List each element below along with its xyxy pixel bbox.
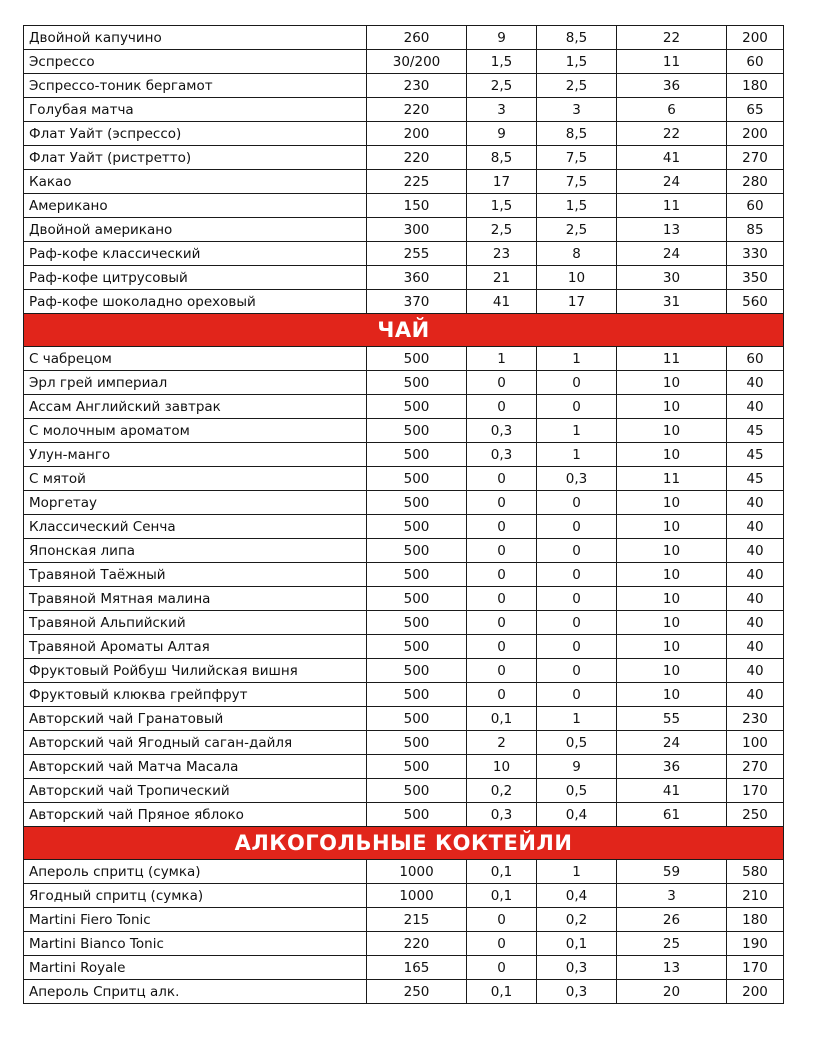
item-name-cell: Японская липа [24, 539, 367, 563]
value-cell: 13 [617, 218, 727, 242]
value-cell: 8,5 [467, 146, 537, 170]
section-header-row [24, 827, 784, 860]
value-cell: 10 [617, 515, 727, 539]
value-cell: 24 [617, 242, 727, 266]
value-cell: 45 [727, 419, 784, 443]
value-cell: 500 [367, 347, 467, 371]
value-cell: 500 [367, 395, 467, 419]
value-cell: 55 [617, 707, 727, 731]
item-name-cell: С чабрецом [24, 347, 367, 371]
item-name-cell: Какао [24, 170, 367, 194]
value-cell: 40 [727, 491, 784, 515]
value-cell: 500 [367, 731, 467, 755]
value-cell: 220 [367, 146, 467, 170]
table-row [24, 122, 784, 146]
value-cell: 7,5 [537, 170, 617, 194]
table-row [24, 611, 784, 635]
item-name-cell: Травяной Альпийский [24, 611, 367, 635]
value-cell: 500 [367, 371, 467, 395]
item-name-cell: Эспрессо [24, 50, 367, 74]
value-cell: 11 [617, 347, 727, 371]
table-row [24, 956, 784, 980]
value-cell: 0,3 [467, 803, 537, 827]
value-cell: 1000 [367, 884, 467, 908]
value-cell: 0,5 [537, 779, 617, 803]
table-row [24, 860, 784, 884]
value-cell: 500 [367, 467, 467, 491]
value-cell: 22 [617, 26, 727, 50]
section-title: ЧАЙ [24, 314, 784, 347]
value-cell: 560 [727, 290, 784, 314]
table-row [24, 290, 784, 314]
item-name-cell: Martini Fiero Tonic [24, 908, 367, 932]
value-cell: 500 [367, 755, 467, 779]
value-cell: 0 [467, 932, 537, 956]
nutrition-table [23, 25, 784, 1004]
value-cell: 40 [727, 395, 784, 419]
value-cell: 350 [727, 266, 784, 290]
value-cell: 165 [367, 956, 467, 980]
value-cell: 220 [367, 932, 467, 956]
value-cell: 10 [617, 443, 727, 467]
value-cell: 10 [617, 587, 727, 611]
value-cell: 0 [467, 611, 537, 635]
value-cell: 20 [617, 980, 727, 1004]
value-cell: 500 [367, 563, 467, 587]
value-cell: 31 [617, 290, 727, 314]
item-name-cell: Эспрессо-тоник бергамот [24, 74, 367, 98]
value-cell: 0 [467, 659, 537, 683]
table-row [24, 803, 784, 827]
value-cell: 180 [727, 74, 784, 98]
value-cell: 24 [617, 170, 727, 194]
value-cell: 0,2 [537, 908, 617, 932]
value-cell: 0 [537, 635, 617, 659]
value-cell: 1 [467, 347, 537, 371]
value-cell: 260 [367, 26, 467, 50]
item-name-cell: Флат Уайт (ристретто) [24, 146, 367, 170]
value-cell: 10 [617, 491, 727, 515]
table-row [24, 659, 784, 683]
value-cell: 0 [467, 587, 537, 611]
value-cell: 0,1 [467, 707, 537, 731]
value-cell: 85 [727, 218, 784, 242]
value-cell: 1 [537, 419, 617, 443]
value-cell: 60 [727, 347, 784, 371]
nutrition-table-body [24, 26, 784, 1004]
value-cell: 255 [367, 242, 467, 266]
table-row [24, 50, 784, 74]
value-cell: 9 [467, 122, 537, 146]
value-cell: 1,5 [537, 194, 617, 218]
item-name-cell: Авторский чай Матча Масала [24, 755, 367, 779]
table-row [24, 395, 784, 419]
value-cell: 0,1 [467, 884, 537, 908]
value-cell: 45 [727, 467, 784, 491]
value-cell: 220 [367, 98, 467, 122]
item-name-cell: Раф-кофе шоколадно ореховый [24, 290, 367, 314]
value-cell: 23 [467, 242, 537, 266]
value-cell: 230 [727, 707, 784, 731]
value-cell: 0 [467, 395, 537, 419]
table-row [24, 908, 784, 932]
value-cell: 65 [727, 98, 784, 122]
value-cell: 0 [537, 611, 617, 635]
value-cell: 500 [367, 515, 467, 539]
value-cell: 1 [537, 347, 617, 371]
value-cell: 0 [467, 371, 537, 395]
value-cell: 41 [617, 779, 727, 803]
value-cell: 40 [727, 635, 784, 659]
value-cell: 500 [367, 539, 467, 563]
value-cell: 61 [617, 803, 727, 827]
table-row [24, 347, 784, 371]
value-cell: 0 [467, 515, 537, 539]
item-name-cell: Авторский чай Ягодный саган-дайля [24, 731, 367, 755]
item-name-cell: Голубая матча [24, 98, 367, 122]
value-cell: 10 [617, 371, 727, 395]
value-cell: 0 [467, 635, 537, 659]
value-cell: 100 [727, 731, 784, 755]
value-cell: 200 [727, 122, 784, 146]
value-cell: 1 [537, 707, 617, 731]
value-cell: 0 [467, 956, 537, 980]
value-cell: 0 [467, 539, 537, 563]
value-cell: 2,5 [467, 74, 537, 98]
value-cell: 0,3 [537, 467, 617, 491]
item-name-cell: С молочным ароматом [24, 419, 367, 443]
value-cell: 0 [467, 683, 537, 707]
table-row [24, 443, 784, 467]
value-cell: 200 [367, 122, 467, 146]
value-cell: 10 [537, 266, 617, 290]
value-cell: 40 [727, 371, 784, 395]
table-row [24, 170, 784, 194]
value-cell: 0 [537, 515, 617, 539]
value-cell: 8,5 [537, 26, 617, 50]
item-name-cell: Флат Уайт (эспрессо) [24, 122, 367, 146]
item-name-cell: Моргетау [24, 491, 367, 515]
value-cell: 190 [727, 932, 784, 956]
value-cell: 6 [617, 98, 727, 122]
item-name-cell: Апероль спритц (сумка) [24, 860, 367, 884]
item-name-cell: Martini Royale [24, 956, 367, 980]
value-cell: 270 [727, 146, 784, 170]
value-cell: 500 [367, 683, 467, 707]
value-cell: 60 [727, 194, 784, 218]
value-cell: 230 [367, 74, 467, 98]
value-cell: 225 [367, 170, 467, 194]
value-cell: 8 [537, 242, 617, 266]
table-row [24, 635, 784, 659]
value-cell: 3 [537, 98, 617, 122]
value-cell: 10 [617, 419, 727, 443]
value-cell: 1,5 [467, 194, 537, 218]
value-cell: 3 [467, 98, 537, 122]
table-row [24, 707, 784, 731]
value-cell: 1 [537, 860, 617, 884]
value-cell: 200 [727, 26, 784, 50]
item-name-cell: Двойной американо [24, 218, 367, 242]
value-cell: 40 [727, 611, 784, 635]
value-cell: 0,4 [537, 884, 617, 908]
value-cell: 10 [617, 611, 727, 635]
value-cell: 500 [367, 491, 467, 515]
value-cell: 170 [727, 779, 784, 803]
value-cell: 170 [727, 956, 784, 980]
value-cell: 9 [537, 755, 617, 779]
value-cell: 25 [617, 932, 727, 956]
value-cell: 0,1 [467, 980, 537, 1004]
value-cell: 0 [467, 491, 537, 515]
item-name-cell: Ягодный спритц (сумка) [24, 884, 367, 908]
value-cell: 180 [727, 908, 784, 932]
value-cell: 0 [537, 539, 617, 563]
value-cell: 500 [367, 419, 467, 443]
table-row [24, 884, 784, 908]
value-cell: 10 [617, 635, 727, 659]
value-cell: 40 [727, 515, 784, 539]
item-name-cell: Травяной Таёжный [24, 563, 367, 587]
value-cell: 330 [727, 242, 784, 266]
value-cell: 40 [727, 659, 784, 683]
value-cell: 40 [727, 563, 784, 587]
value-cell: 0,5 [537, 731, 617, 755]
table-row [24, 683, 784, 707]
item-name-cell: Травяной Мятная малина [24, 587, 367, 611]
value-cell: 36 [617, 74, 727, 98]
value-cell: 0,1 [467, 860, 537, 884]
value-cell: 500 [367, 659, 467, 683]
value-cell: 10 [617, 659, 727, 683]
value-cell: 0 [537, 371, 617, 395]
value-cell: 300 [367, 218, 467, 242]
item-name-cell: Фруктовый Ройбуш Чилийская вишня [24, 659, 367, 683]
value-cell: 36 [617, 755, 727, 779]
value-cell: 21 [467, 266, 537, 290]
value-cell: 10 [617, 683, 727, 707]
item-name-cell: Раф-кофе цитрусовый [24, 266, 367, 290]
table-row [24, 266, 784, 290]
value-cell: 0 [537, 563, 617, 587]
table-row [24, 218, 784, 242]
item-name-cell: Раф-кофе классический [24, 242, 367, 266]
table-row [24, 587, 784, 611]
value-cell: 9 [467, 26, 537, 50]
section-title: АЛКОГОЛЬНЫЕ КОКТЕЙЛИ [24, 827, 784, 860]
table-row [24, 491, 784, 515]
value-cell: 150 [367, 194, 467, 218]
value-cell: 0 [537, 587, 617, 611]
table-row [24, 731, 784, 755]
value-cell: 40 [727, 683, 784, 707]
table-row [24, 371, 784, 395]
value-cell: 250 [727, 803, 784, 827]
value-cell: 360 [367, 266, 467, 290]
value-cell: 0,3 [467, 419, 537, 443]
value-cell: 0 [537, 491, 617, 515]
value-cell: 8,5 [537, 122, 617, 146]
value-cell: 2,5 [537, 218, 617, 242]
value-cell: 0 [467, 467, 537, 491]
value-cell: 30/200 [367, 50, 467, 74]
value-cell: 40 [727, 587, 784, 611]
value-cell: 0,3 [537, 980, 617, 1004]
value-cell: 41 [467, 290, 537, 314]
item-name-cell: Фруктовый клюква грейпфрут [24, 683, 367, 707]
value-cell: 2 [467, 731, 537, 755]
value-cell: 0,3 [537, 956, 617, 980]
table-row [24, 242, 784, 266]
table-row [24, 980, 784, 1004]
item-name-cell: Ассам Английский завтрак [24, 395, 367, 419]
value-cell: 40 [727, 539, 784, 563]
item-name-cell: Эрл грей империал [24, 371, 367, 395]
value-cell: 7,5 [537, 146, 617, 170]
value-cell: 0 [467, 563, 537, 587]
table-row [24, 74, 784, 98]
value-cell: 1 [537, 443, 617, 467]
value-cell: 60 [727, 50, 784, 74]
value-cell: 210 [727, 884, 784, 908]
value-cell: 0 [537, 683, 617, 707]
table-row [24, 419, 784, 443]
value-cell: 30 [617, 266, 727, 290]
item-name-cell: С мятой [24, 467, 367, 491]
item-name-cell: Авторский чай Гранатовый [24, 707, 367, 731]
table-row [24, 563, 784, 587]
value-cell: 500 [367, 611, 467, 635]
value-cell: 11 [617, 50, 727, 74]
table-row [24, 26, 784, 50]
value-cell: 10 [467, 755, 537, 779]
value-cell: 370 [367, 290, 467, 314]
value-cell: 0,4 [537, 803, 617, 827]
value-cell: 0,2 [467, 779, 537, 803]
item-name-cell: Martini Bianco Tonic [24, 932, 367, 956]
value-cell: 250 [367, 980, 467, 1004]
table-row [24, 755, 784, 779]
value-cell: 13 [617, 956, 727, 980]
value-cell: 500 [367, 803, 467, 827]
value-cell: 500 [367, 635, 467, 659]
item-name-cell: Авторский чай Пряное яблоко [24, 803, 367, 827]
value-cell: 24 [617, 731, 727, 755]
value-cell: 17 [467, 170, 537, 194]
value-cell: 0 [537, 395, 617, 419]
value-cell: 2,5 [537, 74, 617, 98]
value-cell: 500 [367, 443, 467, 467]
value-cell: 10 [617, 563, 727, 587]
item-name-cell: Травяной Ароматы Алтая [24, 635, 367, 659]
item-name-cell: Двойной капучино [24, 26, 367, 50]
value-cell: 280 [727, 170, 784, 194]
value-cell: 10 [617, 539, 727, 563]
value-cell: 0 [537, 659, 617, 683]
value-cell: 500 [367, 707, 467, 731]
value-cell: 22 [617, 122, 727, 146]
table-row [24, 194, 784, 218]
table-row [24, 515, 784, 539]
section-header-row [24, 314, 784, 347]
item-name-cell: Американо [24, 194, 367, 218]
table-row [24, 932, 784, 956]
item-name-cell: Классический Сенча [24, 515, 367, 539]
value-cell: 26 [617, 908, 727, 932]
item-name-cell: Апероль Спритц алк. [24, 980, 367, 1004]
value-cell: 45 [727, 443, 784, 467]
value-cell: 1,5 [537, 50, 617, 74]
value-cell: 215 [367, 908, 467, 932]
value-cell: 59 [617, 860, 727, 884]
value-cell: 580 [727, 860, 784, 884]
value-cell: 0,3 [467, 443, 537, 467]
value-cell: 500 [367, 779, 467, 803]
value-cell: 11 [617, 194, 727, 218]
item-name-cell: Авторский чай Тропический [24, 779, 367, 803]
table-row [24, 779, 784, 803]
value-cell: 0 [467, 908, 537, 932]
value-cell: 200 [727, 980, 784, 1004]
value-cell: 1000 [367, 860, 467, 884]
value-cell: 17 [537, 290, 617, 314]
table-row [24, 467, 784, 491]
value-cell: 0,1 [537, 932, 617, 956]
value-cell: 11 [617, 467, 727, 491]
value-cell: 41 [617, 146, 727, 170]
value-cell: 10 [617, 395, 727, 419]
value-cell: 500 [367, 587, 467, 611]
table-row [24, 539, 784, 563]
value-cell: 1,5 [467, 50, 537, 74]
item-name-cell: Улун-манго [24, 443, 367, 467]
value-cell: 270 [727, 755, 784, 779]
table-row [24, 146, 784, 170]
table-row [24, 98, 784, 122]
value-cell: 3 [617, 884, 727, 908]
value-cell: 2,5 [467, 218, 537, 242]
